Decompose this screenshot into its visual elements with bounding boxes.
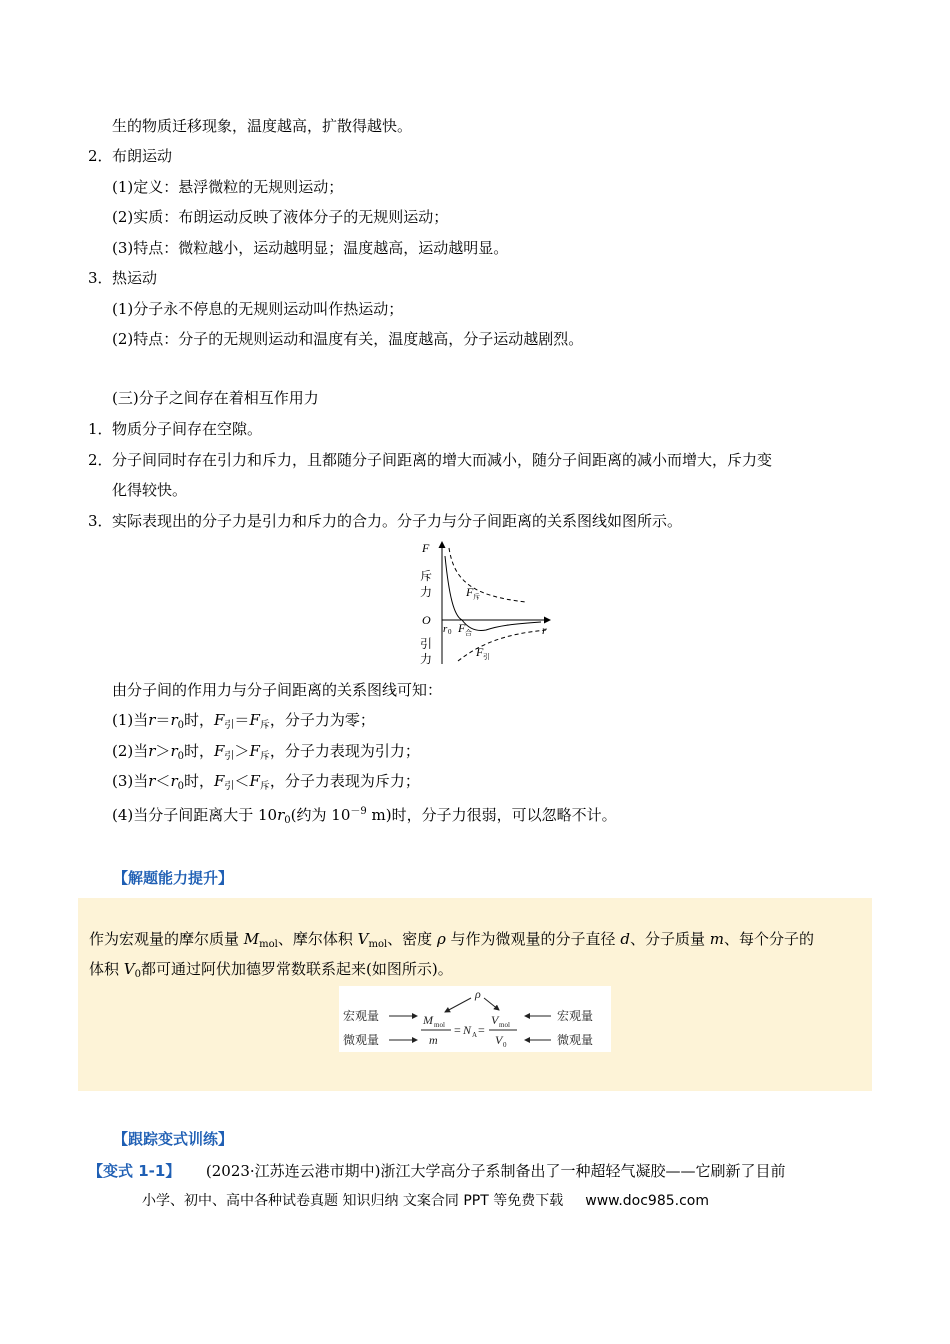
origin-label: O <box>422 613 431 627</box>
paragraph-3: 实际表现出的分子力是引力和斥力的合力。分子力与分子间距离的关系图线如图所示。 <box>112 512 683 530</box>
item-number: 3． <box>88 512 113 530</box>
item-number: 2． <box>88 451 113 469</box>
item-number: 2． <box>88 147 113 165</box>
attraction-curve-label: F <box>476 645 484 659</box>
repulsion-curve <box>449 548 526 602</box>
molar-volume-symbol: V <box>491 1013 499 1027</box>
thermal-heading: 热运动 <box>112 269 158 287</box>
footer <box>142 1190 709 1210</box>
variant-text: (2023·江苏连云港市期中)浙江大学高分子系制备出了一种超轻气凝胶——它刷新了目前 <box>205 1162 786 1180</box>
tip-box <box>78 898 872 1091</box>
thermal-item-1: (1)分子永不停息的无规则运动叫作热运动； <box>112 300 404 318</box>
variant-line <box>88 1160 786 1182</box>
attraction-curve-subscript: 引 <box>483 653 490 661</box>
tip-heading: 【解题能力提升】 <box>113 869 234 887</box>
net-force-curve <box>445 556 541 631</box>
density-label: ρ <box>475 987 481 1001</box>
repulsion-curve-label: F <box>466 585 474 599</box>
brownian-item-3: (3)特点：微粒越小，运动越明显；温度越高，运动越明显。 <box>112 239 509 257</box>
variant-tag: 【变式 1-1】 <box>88 1162 181 1180</box>
molar-mass-subscript: mol <box>434 1021 445 1029</box>
repulsion-curve-subscript: 斥 <box>473 593 480 601</box>
macro-label-left: 宏观量 <box>343 1009 380 1023</box>
item-number: 1． <box>88 420 113 438</box>
paragraph-1: 物质分子间存在空隙。 <box>112 420 263 438</box>
footer-url[interactable]: www.doc985.com <box>585 1193 709 1209</box>
item-number: 3． <box>88 269 113 287</box>
conclusion-2: (2)当$r>r_0$时，$F_引>F_斥$，分子力表现为引力； <box>112 742 420 762</box>
practice-heading: 【跟踪变式训练】 <box>113 1130 234 1148</box>
conclusion-4: (4)当分子间距离大于 $10r_0$(约为 $10^{-9}$ m)时，分子力很弱，可以忽略不计。 <box>112 806 617 826</box>
molecule-mass-symbol: m <box>429 1033 438 1047</box>
attraction-label-1: 引 <box>420 637 433 651</box>
paragraph-2-line-1: 分子间同时存在引力和斥力，且都随分子间距离的增大而减小，随分子间距离的减小而增大，斥力变 <box>112 451 773 469</box>
molar-mass-symbol: M <box>423 1013 433 1027</box>
molecule-volume-subscript: 0 <box>503 1041 507 1049</box>
diffusion-tail-text: 生的物质迁移现象，温度越高，扩散得越快。 <box>112 117 413 135</box>
brownian-item-2: (2)实质：布朗运动反映了液体分子的无规则运动； <box>112 208 449 226</box>
attraction-label-2: 力 <box>420 652 433 666</box>
net-curve-label: F <box>458 621 466 635</box>
brownian-heading: 布朗运动 <box>112 147 173 165</box>
section-title: (三)分子之间存在着相互作用力 <box>112 389 319 407</box>
molar-volume-subscript: mol <box>499 1021 510 1029</box>
equals-2: = <box>478 1023 485 1037</box>
avogadro-relation-diagram <box>339 986 611 1052</box>
footer-text: 小学、初中、高中各种试卷真题 知识归纳 文案合同 PPT 等免费下载 <box>142 1193 564 1209</box>
equals-1: = <box>454 1023 461 1037</box>
avogadro-subscript: A <box>472 1031 478 1039</box>
r0-subscript: 0 <box>448 628 452 636</box>
tip-line-1: 作为宏观量的摩尔质量 $M_{mol}$、摩尔体积 $V_{mol}$、密度 ρ 与作为微观量的分子直径 d、分子质量 m、每个分子的 <box>89 930 814 950</box>
net-curve-subscript: 合 <box>465 629 472 637</box>
molecular-force-graph <box>416 536 556 668</box>
x-axis-label: r <box>542 623 547 637</box>
repulsion-label-1: 斥 <box>420 569 433 583</box>
brownian-item-1: (1)定义：悬浮微粒的无规则运动； <box>112 178 344 196</box>
tip-line-2: 体积 $V_0$都可通过阿伏加德罗常数联系起来(如图所示)。 <box>89 960 453 980</box>
thermal-item-2: (2)特点：分子的无规则运动和温度有关，温度越高，分子运动越剧烈。 <box>112 330 584 348</box>
micro-label-right: 微观量 <box>557 1033 594 1047</box>
avogadro-symbol: N <box>463 1023 472 1037</box>
r0-label: r <box>443 623 448 635</box>
conclusion-intro: 由分子间的作用力与分子间距离的关系图线可知： <box>112 681 443 699</box>
molecule-volume-symbol: V <box>495 1033 503 1047</box>
paragraph-2-line-2: 化得较快。 <box>112 481 188 499</box>
micro-label-left: 微观量 <box>343 1033 380 1047</box>
macro-label-right: 宏观量 <box>557 1009 594 1023</box>
y-axis-label: F <box>422 541 430 555</box>
repulsion-label-2: 力 <box>420 585 433 599</box>
conclusion-1: (1)当$r=r_0$时，$F_引=F_斥$，分子力为零； <box>112 711 375 731</box>
conclusion-3: (3)当$r<r_0$时，$F_引<F_斥$，分子力表现为斥力； <box>112 772 420 792</box>
